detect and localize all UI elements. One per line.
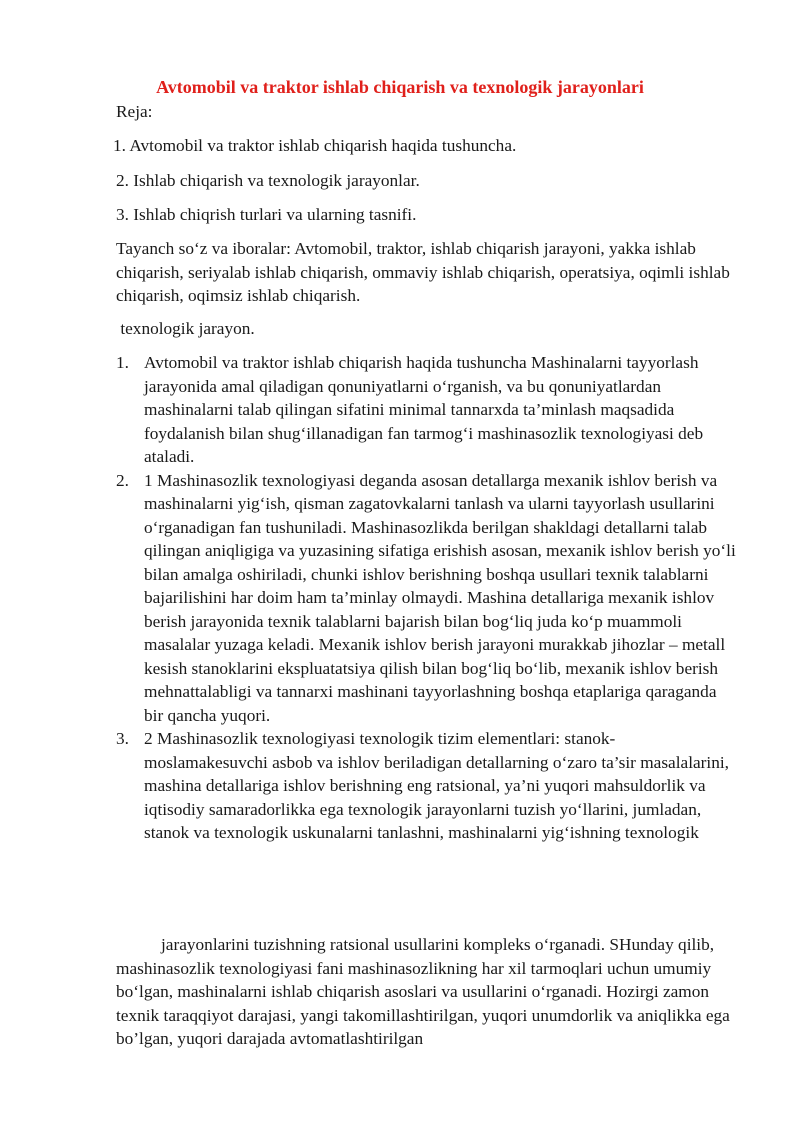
list-item-number: 2.: [116, 470, 129, 490]
list-item-number: 3.: [116, 729, 129, 748]
keywords-tail: [116, 318, 255, 340]
keywords-paragraph: [116, 237, 742, 308]
plan-item-1: 1. Avtomobil va traktor ishlab chiqarish haqida tushuncha.: [113, 136, 517, 155]
document-title: Avtomobil va traktor ishlab chiqarish va texnologik jarayonlari: [156, 77, 644, 97]
plan-label: Reja:: [116, 102, 153, 121]
continuation-text: jarayonlarini tuzishning ratsional usullarini kompleks o‘rganadi. SHunday qilib, mashinasozlik texnologiyasi fani mashinasozlikning har xil tarmoqlari uchun umumiy bo‘lgan, mashinalarni ishlab chiqarish asoslari va usullarini o‘rganadi. Hozirgi zamon texnik taraqqiyot darajasi, yangi takomillashtirilgan, yuqori unumdorlik va aniqlikka ega bo’lgan, yuqori darajada avtomatlashtirilgan: [116, 935, 730, 1048]
continuation-paragraph: [116, 933, 742, 1051]
plan-item-2: 2. Ishlab chiqarish va texnologik jarayonlar.: [116, 171, 420, 190]
section-list: [116, 351, 736, 845]
list-item: [116, 469, 736, 728]
keywords-text: Tayanch so‘z va iboralar: Avtomobil, traktor, ishlab chiqarish jarayoni, yakka ishlab chiqarish, seriyalab ishlab chiqarish, ommaviy ishlab chiqarish, operatsiya, oqimli ishlab chiqarish, oqimsiz ishlab chiqarish.: [116, 239, 730, 305]
plan-item-3: 3. Ishlab chiqrish turlari va ularning tasnifi.: [116, 205, 417, 224]
list-item-text: Avtomobil va traktor ishlab chiqarish haqida tushuncha Mashinalarni tayyorlash jarayonida amal qiladigan qonuniyatlarni o‘rganish, va bu qonuniyatlardan mashinalarni talab qilingan sifatini minimal tannarxda ta’minlash maqsadida foydalanish bilan shug‘illanadigan fan tarmog‘i mashinasozlik texnologiyasi deb ataladi.: [144, 353, 704, 466]
list-item: [116, 351, 736, 469]
list-item-number: 1.: [116, 353, 129, 372]
list-item: [116, 727, 736, 845]
list-item-text: 2 Mashinasozlik texnologiyasi texnologik tizim elementlari: stanok-moslamakesuvchi asbob va ishlov beriladigan detallarning o‘zaro ta’sir masalalarini, mashina detallariga ishlov berishning eng ratsional, ya’ni yuqori mahsuldorlik va iqtisodiy samaradorlikka ega texnologik jarayonlarni tuzish yo‘llarini, jumladan, stanok va texnologik uskunalarni tanlashni, mashinalarni yig‘ishning texnologik: [144, 729, 729, 842]
keywords-tail-text: texnologik jarayon.: [120, 319, 255, 338]
list-item-text: 1 Mashinasozlik texnologiyasi deganda asosan detallarga mexanik ishlov berish va mashinalarni yig‘ish, qisman zagatovkalarni tanlash va ularni tayyorlash usullarini o‘rganadigan fan tushuniladi. Mashinasozlikda berilgan shakldagi detallarni talab qilingan aniqligiga va yuzasining sifatiga erishish asosan, mexanik ishlov berish yo‘li bilan amalga oshiriladi, chunki ishlov berishning boshqa usullari texnik talablarni bajarilishini har doim ham ta’minlay olmaydi. Mashina detallariga mexanik ishlov berish jarayonida texnik talablarni bajarish bilan bog‘liq juda ko‘p muammoli masalalar yuzaga keladi. Mexanik ishlov berish jarayoni murakkab jihozlar – metall kesish stanoklarini ekspluatatsiya qilish bilan bog‘liq bo‘lib, mexanik ishlov berish mehnattalabligi va tannarxi mashinani tayyorlashning boshqa etaplariga qaraganda bir qancha yuqori.: [144, 470, 736, 725]
